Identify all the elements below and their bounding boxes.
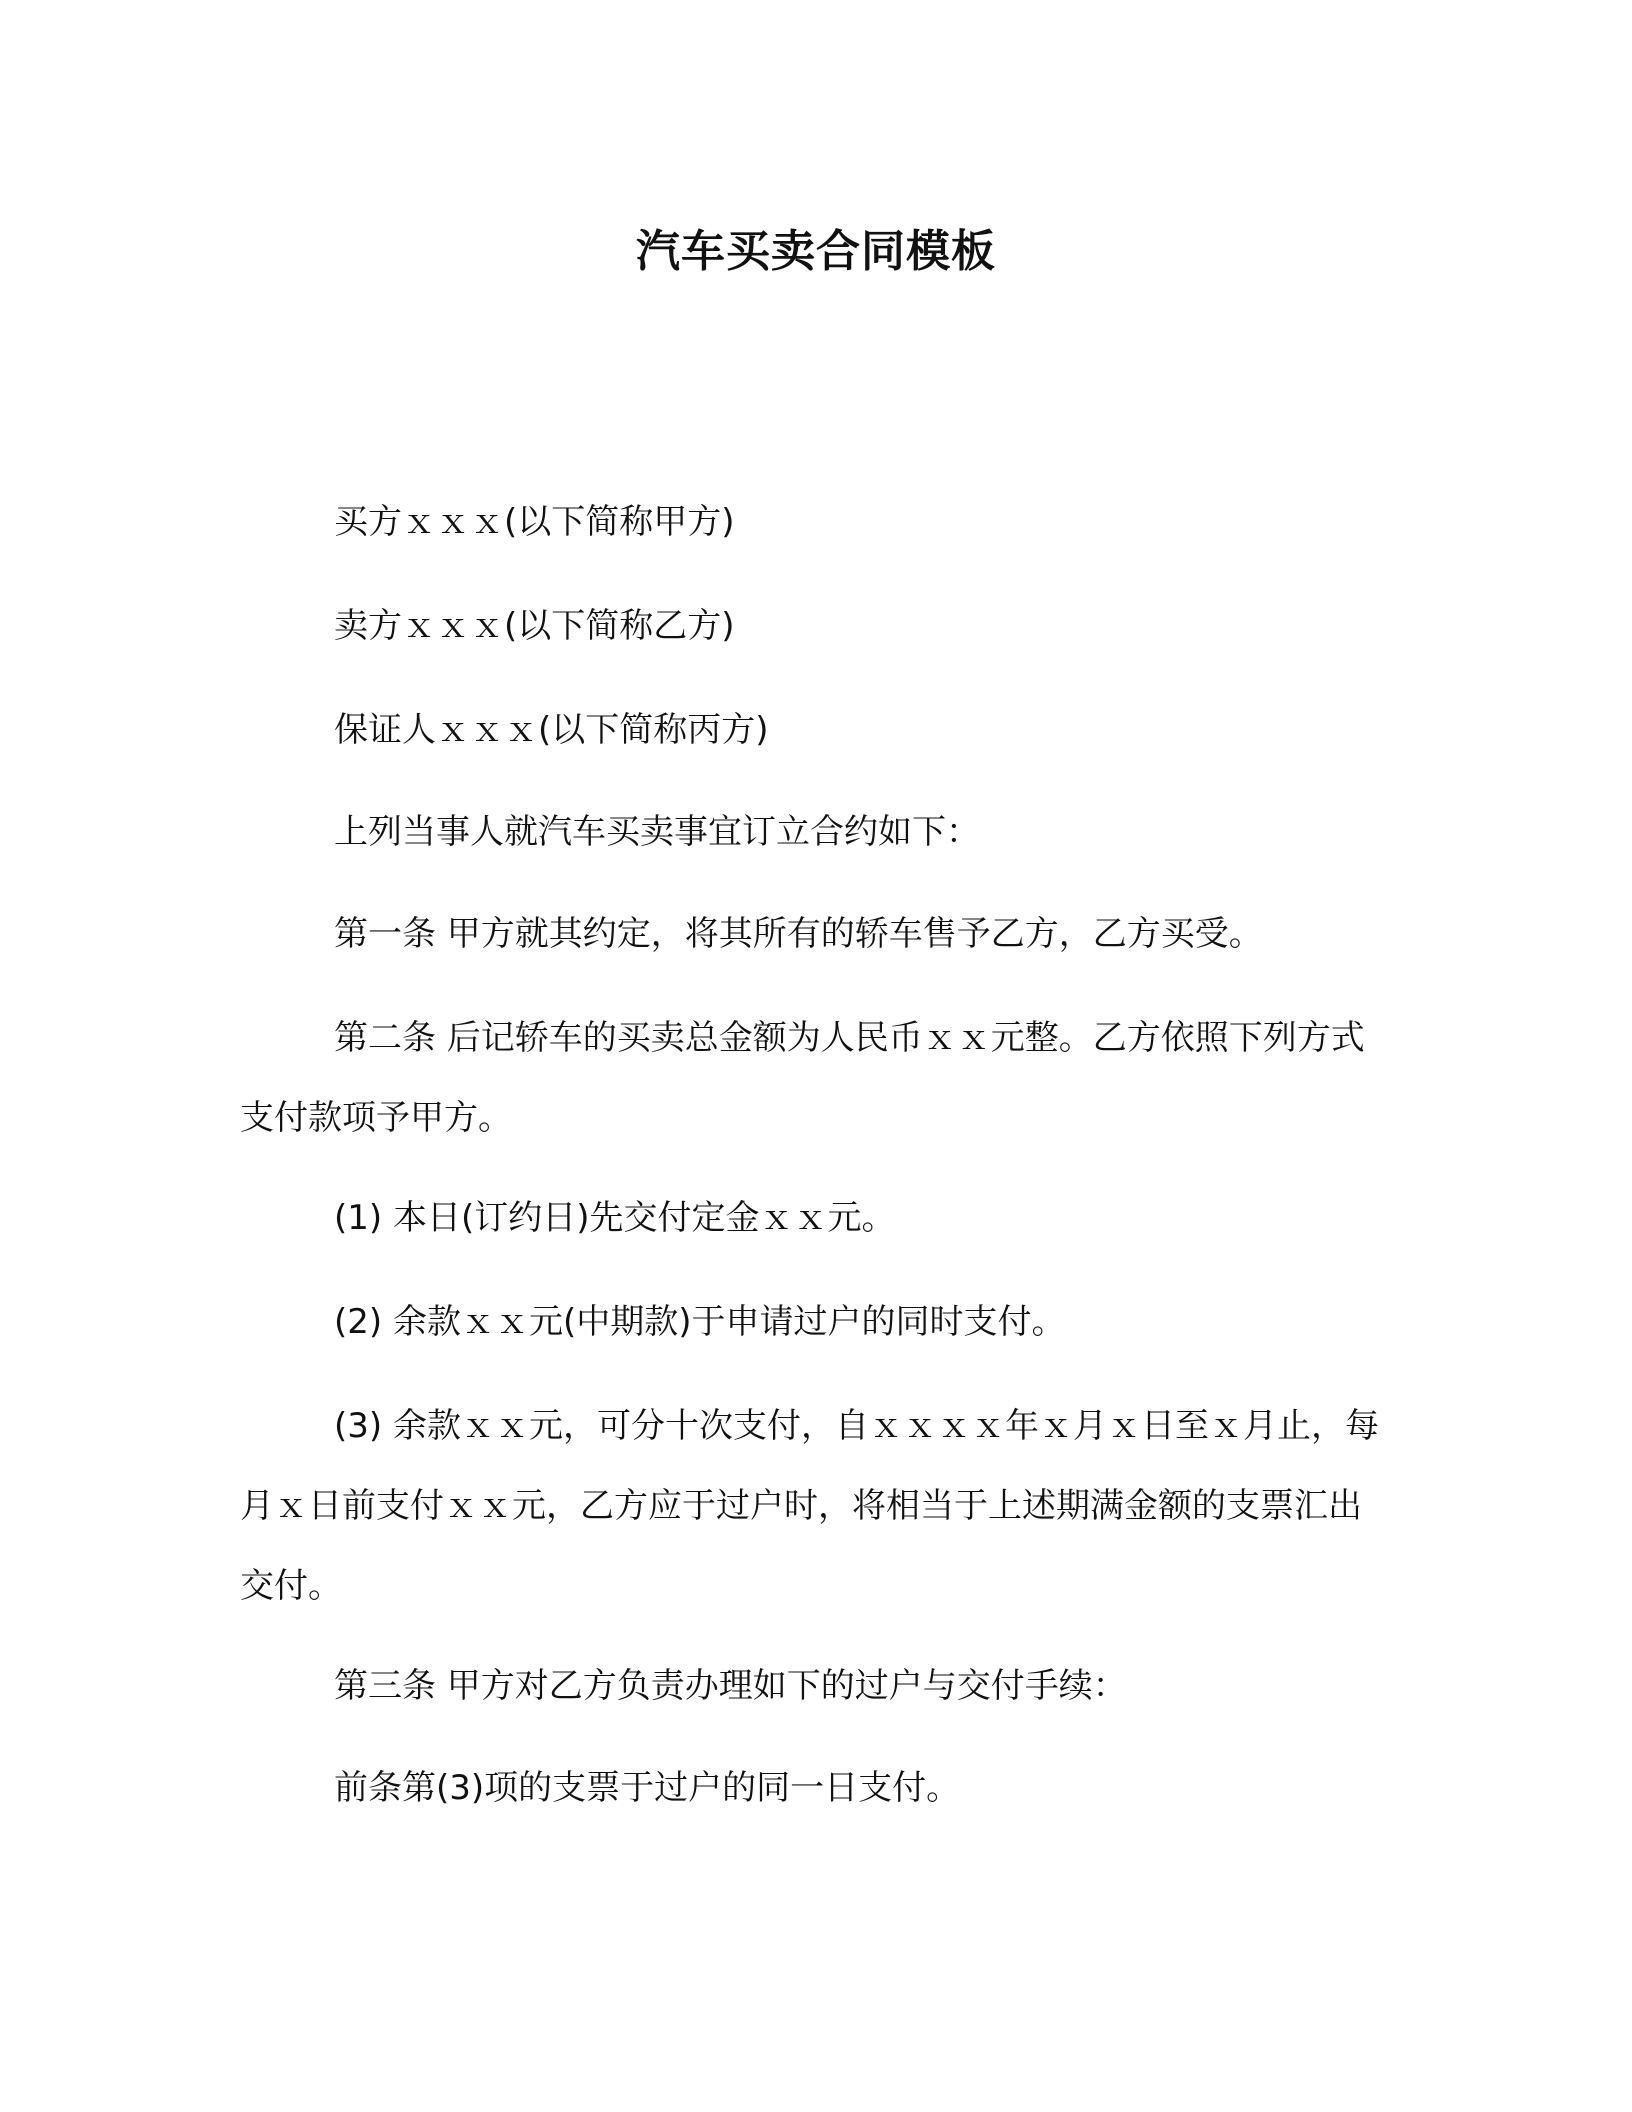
- paragraph-buyer: 买方ｘｘｘ(以下简称甲方): [334, 502, 735, 542]
- paragraph-article-3: 第三条 甲方对乙方负责办理如下的过户与交付手续：: [334, 1666, 1127, 1706]
- paragraph-article-2: 第二条 后记轿车的买卖总金额为人民币ｘｘ元整。乙方依照下列方式支付款项予甲方。: [240, 1018, 1365, 1138]
- paragraph-item-3: (3) 余款ｘｘ元，可分十次支付，自ｘｘｘｘ年ｘ月ｘ日至ｘ月止，每月ｘ日前支付ｘｘ元，乙方应于过户时，将相当于上述期满金额的支票汇出交付。: [240, 1406, 1379, 1606]
- document-title: 汽车买卖合同模板: [636, 226, 996, 277]
- paragraph-intro: 上列当事人就汽车买卖事宜订立合约如下：: [334, 812, 980, 852]
- paragraph-item-1: (1) 本日(订约日)先交付定金ｘｘ元。: [334, 1198, 896, 1238]
- paragraph-seller: 卖方ｘｘｘ(以下简称乙方): [334, 606, 735, 646]
- paragraph-item-2: (2) 余款ｘｘ元(中期款)于申请过户的同时支付。: [334, 1302, 1066, 1342]
- paragraph-check-payment: 前条第(3)项的支票于过户的同一日支付。: [334, 1768, 961, 1808]
- paragraph-article-1: 第一条 甲方就其约定，将其所有的轿车售予乙方，乙方买受。: [334, 914, 1263, 954]
- paragraph-guarantor: 保证人ｘｘｘ(以下简称丙方): [334, 710, 769, 750]
